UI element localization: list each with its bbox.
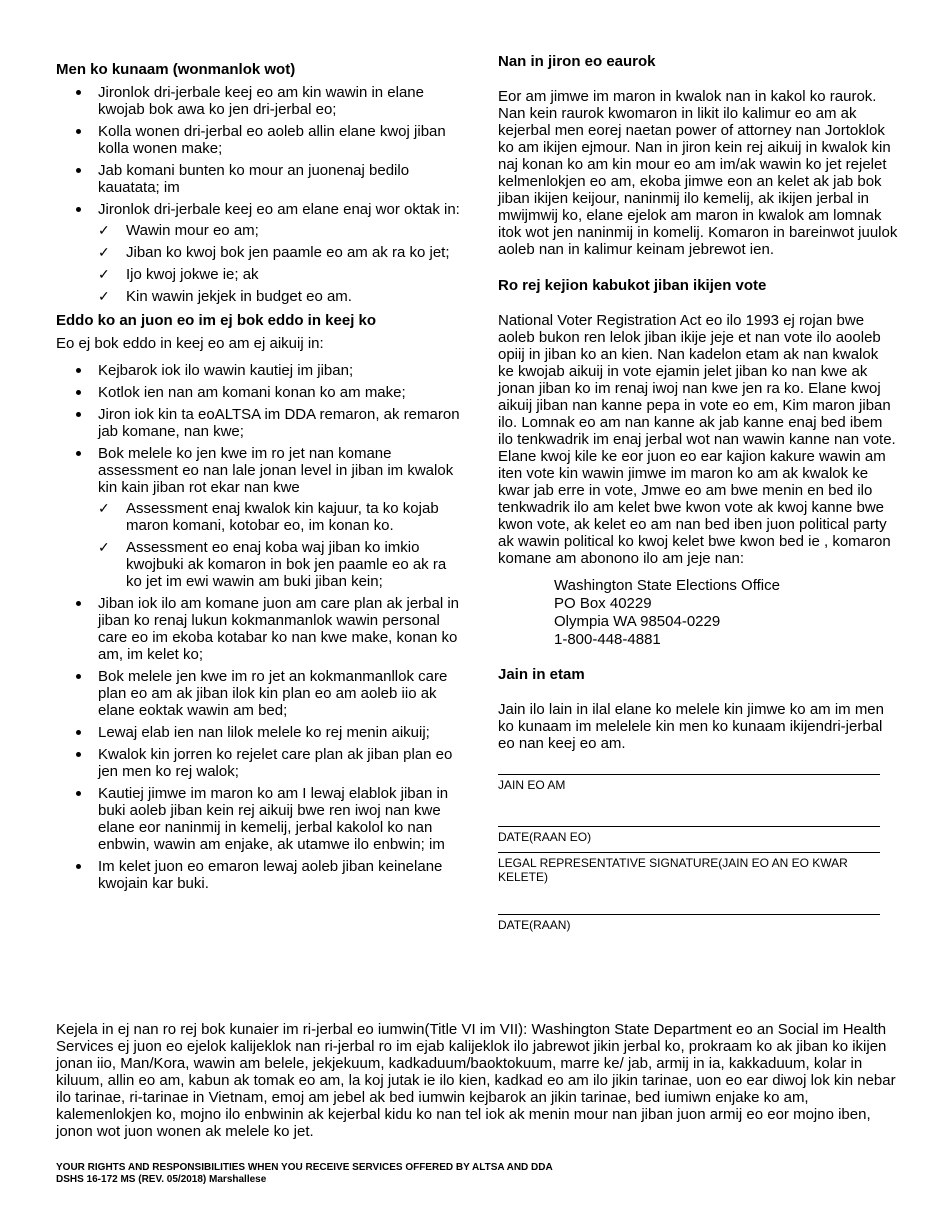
legal-representative-signature-line[interactable] <box>498 852 880 853</box>
signature-line[interactable] <box>498 774 880 775</box>
case-manager-intro: Eo ej bok eddo in keej eo am ej aikuij in: <box>56 335 324 352</box>
checkmark-icon: ✓ <box>98 500 110 516</box>
list-item: Jab komani bunten ko mour an juonenaj bedilo kauatata; im <box>56 162 466 196</box>
form-title: YOUR RIGHTS AND RESPONSIBILITIES WHEN YOU RECEIVE SERVICES OFFERED BY ALTSA AND DDA <box>56 1162 553 1173</box>
left-column <box>56 52 466 897</box>
list-item: Kotlok ien nan am komani konan ko am make; <box>56 384 466 401</box>
signature-block <box>498 774 898 932</box>
signature-instructions: Jain ilo lain in ilal elane ko melele kin jimwe ko am im men ko kunaam im melelele kin men ko kunaam ikijendri-jerbal eo nan keej eo am. <box>498 701 884 752</box>
check-item: ✓ Kin wawin jekjek in budget eo am. <box>98 288 352 305</box>
voter-registration-heading: Ro rej kejion kabukot jiban ikijen vote <box>498 277 767 294</box>
legal-representative-signature-label: LEGAL REPRESENTATIVE SIGNATURE(JAIN EO AN EO KWAR KELETE) <box>498 856 848 884</box>
list-item: Kolla wonen dri-jerbal eo aoleb allin elane kwoj jiban kolla wonen make; <box>56 123 466 157</box>
form-number: DSHS 16-172 MS (REV. 05/2018) Marshallese <box>56 1174 267 1185</box>
nondiscrimination-notice: Kejela in ej nan ro rej bok kunaier im ri-jerbal eo iumwin(Title VI im VII): Washington State Department eo an Social im Health Services ej juon eo ejelok kalijeklok nan ri-jerbal ro im ejab kalijeklok ilo jabrewot jikin jerbal ko, prokraam ko ak jiban ko ikijen jonan iio, Man/Kora, wawin am belele, jekjekuum, kadkaduum/baoktokuum, marre ke/ jab, armij in ia, kakkaduum, kolar in kiluum, allin eo am, kabun ak tomak eo am, la koj jutak ie ilo kien, kadkad eo am ilo jikin tarinae, uon eo ear diwoj lok kin nebar ilo tarinae, ri-tarinae in Vietnam, emoj am jebel ak bed iumwin kejbarok an jikin tarinae, bed iumiwn enjake ko am, kalemenlokjen ko, mojno ilo enbwinin ak kejerbal kidu ko nan tel iok ak menin mour nan jiban juon armij eo eor mojno iben, jonon wot juon wonen ak melele ko jet. <box>56 1021 896 1140</box>
list-item: Bok melele ko jen kwe im ro jet nan komane assessment eo nan lale jonan level in jiban im kwalok kin kain jiban rot ekar nan kwe ✓ Assessment enaj kwalok kin kajuur, ta ko kojab maron komani, kotobar eo, im konan ko. ✓ Assessment eo enaj koba waj jiban ko imkio kwojbuki ak komaron in bok jen paamle eo ak ra ko jet im ewi wawin am buki jiban kein; <box>56 445 466 590</box>
address-line: PO Box 40229 <box>554 595 652 612</box>
list-item: Kwalok kin jorren ko rejelet care plan ak jiban plan eo jen men ko rej walok; <box>56 746 466 780</box>
list-item: Jiban iok ilo am komane juon am care plan ak jerbal in jiban ko renaj lukun kokmanmanlok wawin personal care eo im ekoba kotabar ko nan kwe make, konan ko am, im kelet ko; <box>56 595 466 663</box>
checkmark-icon: ✓ <box>98 222 110 238</box>
advance-directives-text: Eor am jimwe im maron in kwalok nan in kakol ko raurok. Nan kein raurok kwomaron in likit ilo kalimur eo am ak kejerbal men eorej naetan power of attorney nan Jortoklok ko am ikijen ejmour. Nan in jiron kein rej aikuij in kwalok kin naj konan ko am kin mour eo am im/ak wawin ko jet rejelet kelmenlokjen eo am, ekoba jimwe eon an kelet ak jab bok jiban ikijen keijour, naninmij ilo kemelij, ak ikijen jerbal in mwijmwij ko, elane ejelok am maron in kwalok am lomnak itok wot jen naninmij in komelij. Komaron in bareinwot juulok aoleb nan in kalimur keinam jebrewot ien. <box>498 88 898 258</box>
checkmark-icon: ✓ <box>98 539 110 555</box>
checkmark-icon: ✓ <box>98 266 110 282</box>
assessment-checklist <box>98 500 466 590</box>
right-column <box>498 52 898 932</box>
representative-date-label: DATE(RAAN) <box>498 918 571 932</box>
list-item: Jironlok dri-jerbale keej eo am elane enaj wor oktak in: <box>56 201 466 218</box>
address-phone: 1-800-448-4881 <box>554 631 661 648</box>
check-item: ✓ Assessment enaj kwalok kin kajuur, ta ko kojab maron komani, kotobar eo, im konan ko. <box>98 500 439 534</box>
date-label: DATE(RAAN EO) <box>498 830 592 844</box>
voter-registration-text: National Voter Registration Act eo ilo 1993 ej rojan bwe aoleb bukon ren lelok jiban ikije jeje et nan vote ilo aooleb opiij in jiban ko an kien. Nan kadelon etam ak nan kwalok ke kwojab aikuij in vote ejamin jelet jiban ko nan kwe ak jonan jiban ko im renaj iwoj nan kwe jen ra ko. Elane kwoj aikuij jiban nan kanne pepa in vote eo em, Kim maron jiban ilo. Lomnak eo am nan kanne ak jab kanne enaj bed ibem ilo tenkwadrik im enaj jerbal wot nan wawin kanne nan vote. Elane kwoj kile ke eor juon eo ear kajion kakure wawin am iten vote kin wawin jimwe im maron ko am ak kwalok ke kwar jab erre in vote, Jmwe eo am bwe menin en bed ilo tenkwadrik ilo am kelet bwe kwon vote ak kwoj kanne bwe kwon vote, ak kelet eo am nan bed iben juon political party ak wawin political ko kwoj kelet bwe kwon bed ie , komaron komane am abonono ilo am jeje nan: <box>498 312 896 567</box>
checkmark-icon: ✓ <box>98 244 110 260</box>
responsibilities-list <box>56 84 466 218</box>
check-item: ✓ Assessment eo enaj koba waj jiban ko imkio kwojbuki ak komaron in bok jen paamle eo ak ra ko jet im ewi wawin am buki jiban kein; <box>98 539 447 590</box>
change-checklist <box>98 222 466 305</box>
list-item: Im kelet juon eo emaron lewaj aoleb jiban keinelane kwojain kar buki. <box>56 858 466 892</box>
form-footer <box>56 1162 553 1186</box>
check-item: ✓ Jiban ko kwoj bok jen paamle eo am ak ra ko jet; <box>98 244 450 261</box>
advance-directives-heading: Nan in jiron eo eaurok <box>498 53 656 70</box>
address-line: Washington State Elections Office <box>554 577 780 594</box>
list-item: Lewaj elab ien nan lilok melele ko rej menin aikuij; <box>56 724 466 741</box>
case-manager-list <box>56 362 466 892</box>
elections-office-address <box>554 577 898 649</box>
responsibilities-heading: Men ko kunaam (wonmanlok wot) <box>56 61 296 78</box>
signature-heading: Jain in etam <box>498 666 585 683</box>
list-item: Jiron iok kin ta eoALTSA im DDA remaron, ak remaron jab komane, nan kwe; <box>56 406 466 440</box>
list-item: Kejbarok iok ilo wawin kautiej im jiban; <box>56 362 466 379</box>
representative-date-line[interactable] <box>498 914 880 915</box>
list-item: Bok melele jen kwe im ro jet an kokmanmanllok care plan eo am ak jiban ilok kin plan eo am aoleb iio ak elane eoktak wawin am bed; <box>56 668 466 719</box>
address-line: Olympia WA 98504-0229 <box>554 613 721 630</box>
signature-label: JAIN EO AM <box>498 778 566 792</box>
list-item: Kautiej jimwe im maron ko am I lewaj elablok jiban in buki aoleb jiban kein rej aikuij bwe ren iwoj nan kwe elane eor naninmij in kemelij, jerbal kakolol ko nan enbwin, wawin am enjake, ak utamwe ilo enbwin; im <box>56 785 466 853</box>
date-line[interactable] <box>498 826 880 827</box>
checkmark-icon: ✓ <box>98 288 110 304</box>
check-item: ✓ Ijo kwoj jokwe ie; ak <box>98 266 259 283</box>
case-manager-heading: Eddo ko an juon eo im ej bok eddo in keej ko <box>56 312 377 329</box>
list-item: Jironlok dri-jerbale keej eo am kin wawin in elane kwojab bok awa ko jen dri-jerbal eo; <box>56 84 466 118</box>
check-item: ✓ Wawin mour eo am; <box>98 222 259 239</box>
